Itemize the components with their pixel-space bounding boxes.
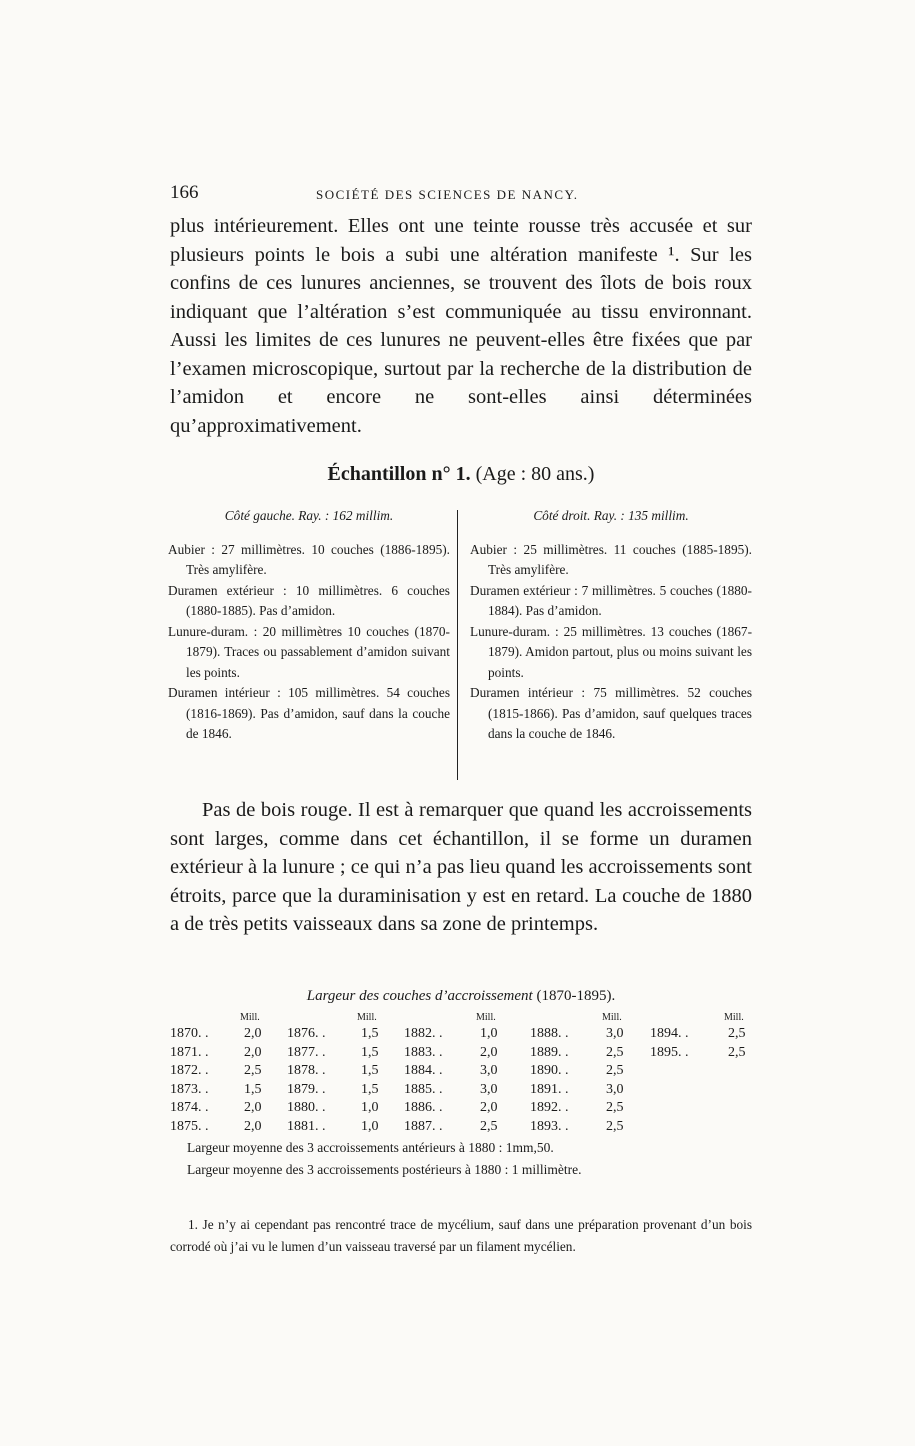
year-cell: 1893. . bbox=[530, 1118, 569, 1134]
running-title: SOCIÉTÉ DES SCIENCES DE NANCY. bbox=[316, 187, 579, 202]
width-value-cell: 2,5 bbox=[480, 1118, 498, 1134]
width-value-cell: 1,0 bbox=[361, 1100, 379, 1115]
year-cell: 1895. . bbox=[650, 1044, 689, 1060]
year-cell: 1891. . bbox=[530, 1081, 569, 1097]
width-value-cell: 2,0 bbox=[244, 1100, 262, 1115]
table-row bbox=[168, 1026, 758, 1045]
page-header bbox=[170, 182, 752, 206]
unit-label: Mill. bbox=[602, 1012, 622, 1023]
table-row bbox=[168, 1119, 758, 1138]
right-entry-duramen-interieur: Duramen intérieur : 75 millimètres. 52 couches (1815-1866). Pas d’amidon, sauf quelques traces dans la couche de 1846. bbox=[470, 685, 752, 741]
average-after-1880: Largeur moyenne des 3 accroissements postérieurs à 1880 : 1 millimètre. bbox=[187, 1162, 582, 1177]
unit-label: Mill. bbox=[476, 1012, 496, 1023]
width-value-cell: 1,0 bbox=[361, 1118, 379, 1134]
left-entry-lunure: Lunure-duram. : 20 millimètres 10 couches (1870-1879). Traces ou passablement d’amidon suivant les points. bbox=[168, 623, 450, 680]
unit-label: Mill. bbox=[240, 1012, 260, 1023]
year-cell: 1878. . bbox=[287, 1063, 326, 1078]
width-value-cell: 2,5 bbox=[606, 1100, 624, 1115]
width-value-cell: 2,5 bbox=[728, 1044, 746, 1060]
year-cell: 1874. . bbox=[170, 1100, 209, 1115]
body-paragraph-2: Pas de bois rouge. Il est à remarquer que quand les accroissements sont larges, comme dans cet échantillon, il se forme un duramen extérieur à la lunure ; ce qui n’a pas lieu quand les accroissements sont étroits, parce que la duraminisation y est en retard. La couche de 1880 a de très petits vaisseaux dans sa zone de printemps. bbox=[170, 799, 752, 935]
unit-header-row bbox=[168, 1012, 758, 1026]
year-cell: 1882. . bbox=[404, 1026, 443, 1041]
width-value-cell: 1,5 bbox=[361, 1081, 379, 1097]
left-entry-duramen-interieur: Duramen intérieur : 105 millimètres. 54 couches (1816-1869). Pas d’amidon, sauf dans la couche de 1846. bbox=[168, 685, 450, 741]
table-title-main: Largeur des couches d’accroissement bbox=[306, 988, 533, 1004]
table-title-range: (1870-1895). bbox=[532, 988, 616, 1004]
width-value-cell: 2,0 bbox=[244, 1118, 262, 1134]
year-cell: 1870. . bbox=[170, 1026, 209, 1041]
year-cell: 1875. . bbox=[170, 1118, 209, 1134]
left-entry-duramen-exterieur: Duramen extérieur : 10 millimètres. 6 couches (1880-1885). Pas d’amidon. bbox=[168, 582, 450, 618]
width-value-cell: 3,0 bbox=[606, 1081, 624, 1097]
year-cell: 1872. . bbox=[170, 1063, 209, 1078]
year-cell: 1894. . bbox=[650, 1026, 689, 1041]
width-value-cell: 3,0 bbox=[606, 1026, 624, 1041]
table-title bbox=[170, 988, 752, 1005]
left-side-heading: Côté gauche. Ray. : 162 millim. bbox=[224, 508, 394, 523]
year-cell: 1876. . bbox=[287, 1026, 326, 1041]
year-cell: 1887. . bbox=[404, 1118, 443, 1134]
average-before-1880: Largeur moyenne des 3 accroissements antérieurs à 1880 : 1mm,50. bbox=[187, 1140, 554, 1155]
page-number: 166 bbox=[170, 182, 199, 203]
right-entry-lunure: Lunure-duram. : 25 millimètres. 13 couches (1867-1879). Amidon partout, plus ou moins suivant les points. bbox=[470, 623, 752, 680]
width-value-cell: 2,5 bbox=[244, 1063, 262, 1078]
left-side-column bbox=[168, 506, 450, 745]
unit-label: Mill. bbox=[357, 1012, 377, 1023]
sample-columns bbox=[168, 506, 754, 780]
width-value-cell: 2,5 bbox=[606, 1063, 624, 1078]
year-cell: 1871. . bbox=[170, 1044, 209, 1060]
width-value-cell: 1,0 bbox=[480, 1026, 498, 1041]
width-value-cell: 3,0 bbox=[480, 1081, 498, 1097]
width-value-cell: 3,0 bbox=[480, 1063, 498, 1078]
year-cell: 1880. . bbox=[287, 1100, 326, 1115]
right-entry-aubier: Aubier : 25 millimètres. 11 couches (1885-1895). Très amylifère. bbox=[470, 541, 752, 577]
year-cell: 1889. . bbox=[530, 1044, 569, 1060]
width-value-cell: 2,5 bbox=[606, 1118, 624, 1134]
width-value-cell: 1,5 bbox=[244, 1081, 262, 1097]
body-paragraph-1: plus intérieurement. Elles ont une teinte rousse très accusée et sur plusieurs points le bois a subi une altération manifeste ¹. Sur les confins de ces lunures anciennes, se trouvent des îlots de bois roux indiquant que l’altération s’est communiquée au tissu environnant. Aussi les limites de ces lunures ne peuvent-elles être fixées que par l’examen microscopique, surtout par la recherche de la distribution de l’amidon et encore ne sont-elles ainsi déterminées qu’approximativement. bbox=[170, 215, 752, 437]
year-cell: 1886. . bbox=[404, 1100, 443, 1115]
width-value-cell: 2,5 bbox=[728, 1026, 746, 1041]
width-value-cell: 2,0 bbox=[480, 1044, 498, 1060]
year-cell: 1888. . bbox=[530, 1026, 569, 1041]
table-row bbox=[168, 1045, 758, 1064]
year-cell: 1892. . bbox=[530, 1100, 569, 1115]
width-value-cell: 1,5 bbox=[361, 1044, 379, 1060]
width-value-cell: 2,0 bbox=[244, 1044, 262, 1060]
year-cell: 1890. . bbox=[530, 1063, 569, 1078]
year-cell: 1873. . bbox=[170, 1081, 209, 1097]
width-value-cell: 1,5 bbox=[361, 1063, 379, 1078]
growth-width-table bbox=[168, 1012, 758, 1137]
sample-title-age: (Age : 80 ans.) bbox=[470, 463, 595, 485]
year-cell: 1881. . bbox=[287, 1118, 326, 1134]
year-cell: 1879. . bbox=[287, 1081, 326, 1097]
year-cell: 1877. . bbox=[287, 1044, 326, 1060]
table-row bbox=[168, 1082, 758, 1101]
year-cell: 1885. . bbox=[404, 1081, 443, 1097]
year-cell: 1883. . bbox=[404, 1044, 443, 1060]
sample-title-number: Échantillon n° 1. bbox=[327, 463, 471, 485]
width-value-cell: 2,0 bbox=[244, 1026, 262, 1041]
width-value-cell: 2,5 bbox=[606, 1044, 624, 1060]
width-value-cell: 2,0 bbox=[480, 1100, 498, 1115]
right-side-column bbox=[470, 506, 752, 745]
width-value-cell: 1,5 bbox=[361, 1026, 379, 1041]
right-entry-duramen-exterieur: Duramen extérieur : 7 millimètres. 5 couches (1880-1884). Pas d’amidon. bbox=[470, 582, 752, 618]
table-row bbox=[168, 1063, 758, 1082]
column-divider bbox=[457, 510, 458, 780]
unit-label: Mill. bbox=[724, 1012, 744, 1023]
footnote: 1. Je n’y ai cependant pas rencontré trace de mycélium, sauf dans une préparation provenant d’un bois corrodé où j’ai vu le lumen d’un vaisseau traversé par un filament mycélien. bbox=[170, 1217, 752, 1254]
sample-title bbox=[170, 463, 752, 486]
table-row bbox=[168, 1100, 758, 1119]
right-side-heading: Côté droit. Ray. : 135 millim. bbox=[533, 508, 689, 523]
left-entry-aubier: Aubier : 27 millimètres. 10 couches (1886-1895). Très amylifère. bbox=[168, 541, 450, 577]
year-cell: 1884. . bbox=[404, 1063, 443, 1078]
